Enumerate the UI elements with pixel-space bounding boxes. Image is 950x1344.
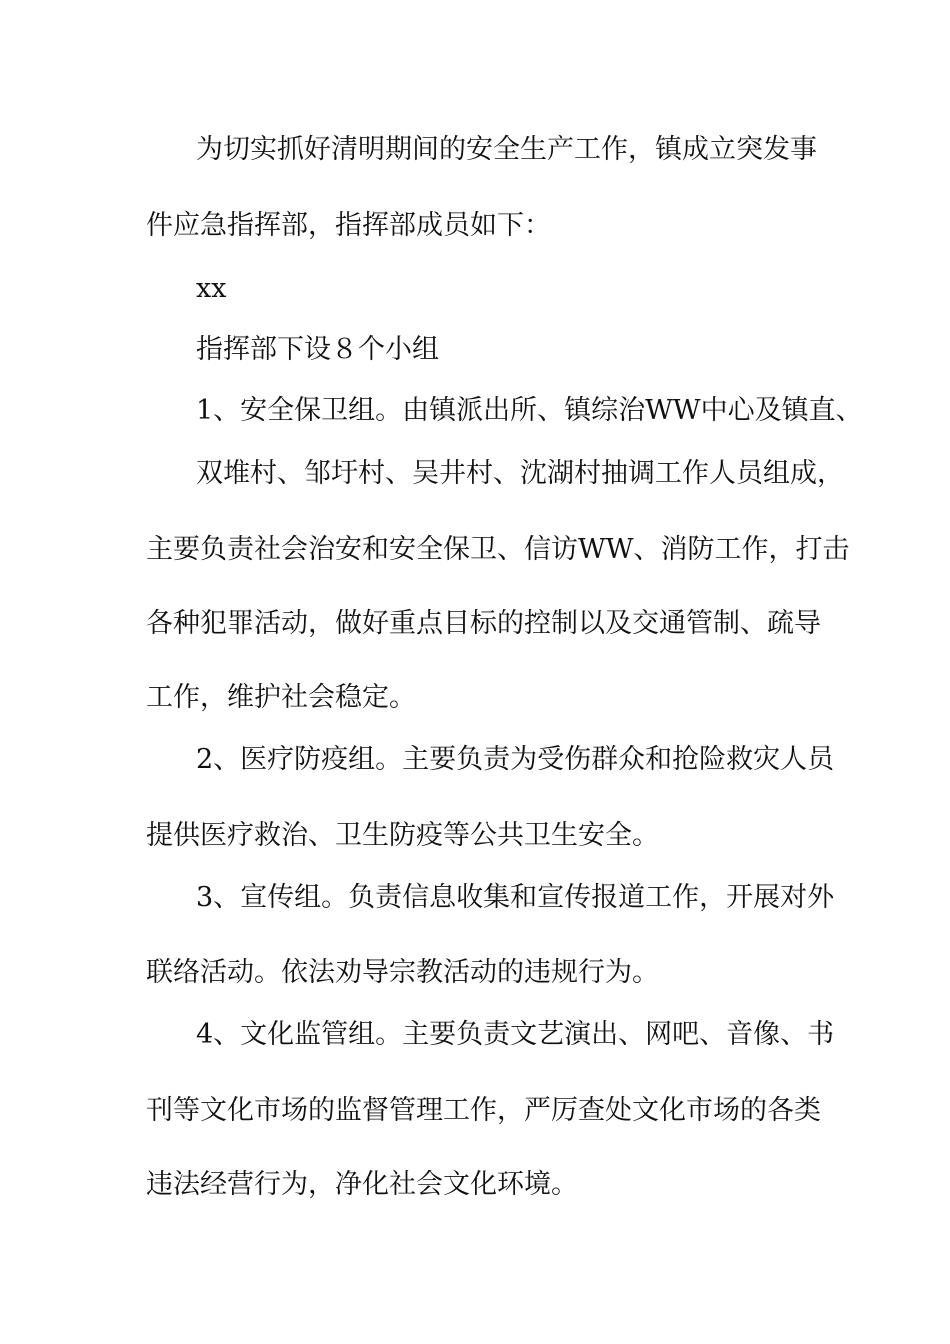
group-1-line-2: 双堆村、邹圩村、吴井村、沈湖村抽调工作人员组成，	[196, 458, 844, 489]
group-4-line-2: 刊等文化市场的监督管理工作，严厉查处文化市场的各类	[146, 1095, 821, 1126]
group-4-line-1: 4、文化监管组。主要负责文艺演出、网吧、音像、书	[196, 1019, 835, 1050]
group-3-line-2: 联络活动。依法劝导宗教活动的违规行为。	[146, 957, 659, 988]
paragraph-intro-line-1: 为切实抓好清明期间的安全生产工作，镇成立突发事	[196, 134, 817, 165]
group-1-line-1: 1、安全保卫组。由镇派出所、镇综治WW中心及镇直、	[196, 395, 863, 426]
group-1-line-5: 工作，维护社会稳定。	[146, 682, 416, 713]
paragraph-intro-line-2: 件应急指挥部，指挥部成员如下：	[146, 210, 551, 241]
group-3-line-1: 3、宣传组。负责信息收集和宣传报道工作，开展对外	[196, 882, 835, 913]
group-1-line-4: 各种犯罪活动，做好重点目标的控制以及交通管制、疏导	[146, 608, 821, 639]
group-1-line-3: 主要负责社会治安和安全保卫、信访WW、消防工作，打击	[146, 534, 850, 565]
group-2-line-1: 2、医疗防疫组。主要负责为受伤群众和抢险救灾人员	[196, 744, 835, 775]
group-2-line-2: 提供医疗救治、卫生防疫等公共卫生安全。	[146, 820, 659, 851]
members-placeholder: xx	[196, 273, 227, 304]
group-4-line-3: 违法经营行为，净化社会文化环境。	[146, 1169, 578, 1200]
groups-heading: 指挥部下设８个小组	[196, 334, 439, 365]
